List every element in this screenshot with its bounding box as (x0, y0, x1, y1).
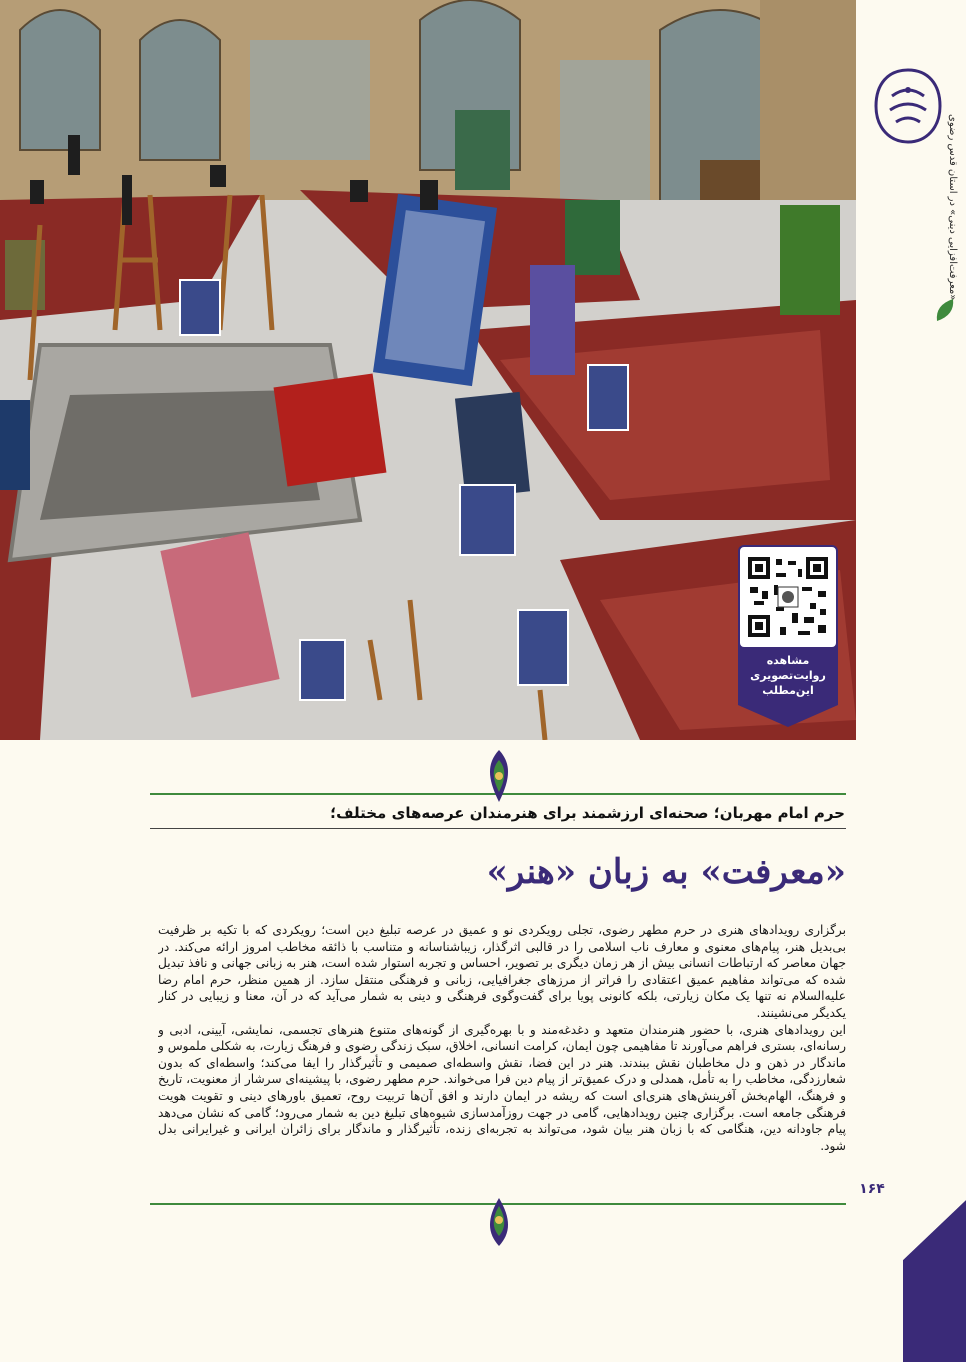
top-arabesque-ornament-icon (482, 748, 516, 804)
article-subtitle: حرم امام مهربان؛ صحنه‌ای ارزشمند برای هنرمندان عرصه‌های مختلف؛ (330, 804, 845, 822)
page-corner-ornament (873, 1200, 966, 1362)
qr-code-block[interactable] (738, 545, 838, 725)
qr-caption-line2: روایت‌تصویری (750, 669, 826, 682)
body-paragraph: برگزاری رویدادهای هنری در حرم مطهر رضوی، تجلی رویکردی نو و عمیق در عرصه تبلیغ دین است؛ رویکردی که با تکیه بر ظرفیت بی‌بدیل هنر، پیام‌های معنوی و معارف ناب اسلامی را در قالبی اثرگذار، زیباشناسانه و متناسب با ذائقه مخاطب امروز ارائه می‌کند. در جهان معاصر که ارتباطات انسانی بیش از هر زمان دیگری بر تصویر، احساس و تجربه استوار شده است، هنر به زبانی جهانی و نافذ تبدیل شده که می‌تواند مفاهیم عمیق اعتقادی را فراتر از مرزهای جغرافیایی، زبانی و فرهنگی منتقل سازد. از همین منظر، حرم امام رضا علیه‌السلام نه تنها یک مکان زیارتی، بلکه کانونی پویا برای گفت‌وگوی فرهنگی و دینی به شمار می‌آید که در آن، معنا و زیبایی در کنار یکدیگر می‌نشینند. (158, 923, 846, 1020)
qr-code-frame[interactable] (738, 545, 838, 649)
leaf-ornament-icon (933, 295, 957, 325)
article-headline: «معرفت» به زبان «هنر» (486, 852, 846, 892)
qr-caption-line1: مشاهده (766, 654, 810, 667)
shrine-courtyard-photo (0, 0, 856, 740)
body-paragraph: این رویدادهای هنری، با حضور هنرمندان متعهد و دغدغه‌مند و با بهره‌گیری از گونه‌های متنوع هنرهای تجسمی، نمایشی، آیینی، ادبی و رسانه‌ای، بستری فراهم می‌آورند تا مفاهیمی چون ایمان، کرامت انسانی، اخلاق، سبک زندگی رضوی و فرهنگ زیارت، به شکلی ملموس و ماندگار در ذهن و دل مخاطبان نقش ببندند. هنر در این فضا، نقش واسطه‌ای صمیمی و تأثیرگذار را ایفا می‌کند؛ واسطه‌ای که بدون شعارزدگی، مخاطب را به تأمل، همدلی و درک عمیق‌تر از پیام دین فرا می‌خواند. حرم مطهر رضوی، با پیشینه‌ای سرشار از معنویت، تاریخ و فرهنگ، الهام‌بخش آفرینش‌های هنری‌ای است که ریشه در ایمان دارند و افق آن‌ها تربیت روح، تعمیق باورهای دینی و تقویت هویت فرهنگی جامعه است. برگزاری چنین رویدادهایی، گامی در جهت روزآمدسازی شیوه‌های تبلیغ دین به شمار می‌رود؛ گامی که نشان می‌دهد پیام جاودانه دین، هنگامی که با زبان هنر بیان شود، می‌تواند به تجربه‌ای زنده، تأثیرگذار و ماندگار برای زائران ایرانی و غیرایرانی بدل شود. (158, 1022, 846, 1153)
photo-illustration (0, 0, 856, 740)
series-vertical-title: «معرفت‌افزایی دینی» در آستان قدس رضوی (947, 113, 958, 300)
qr-caption (738, 645, 838, 725)
qr-code-icon (740, 547, 836, 647)
bottom-arabesque-ornament-icon (482, 1196, 516, 1248)
page-number: ۱۶۴ (859, 1181, 885, 1197)
qr-caption-line3: این‌مطلب (762, 684, 814, 697)
article-body (158, 922, 846, 1190)
